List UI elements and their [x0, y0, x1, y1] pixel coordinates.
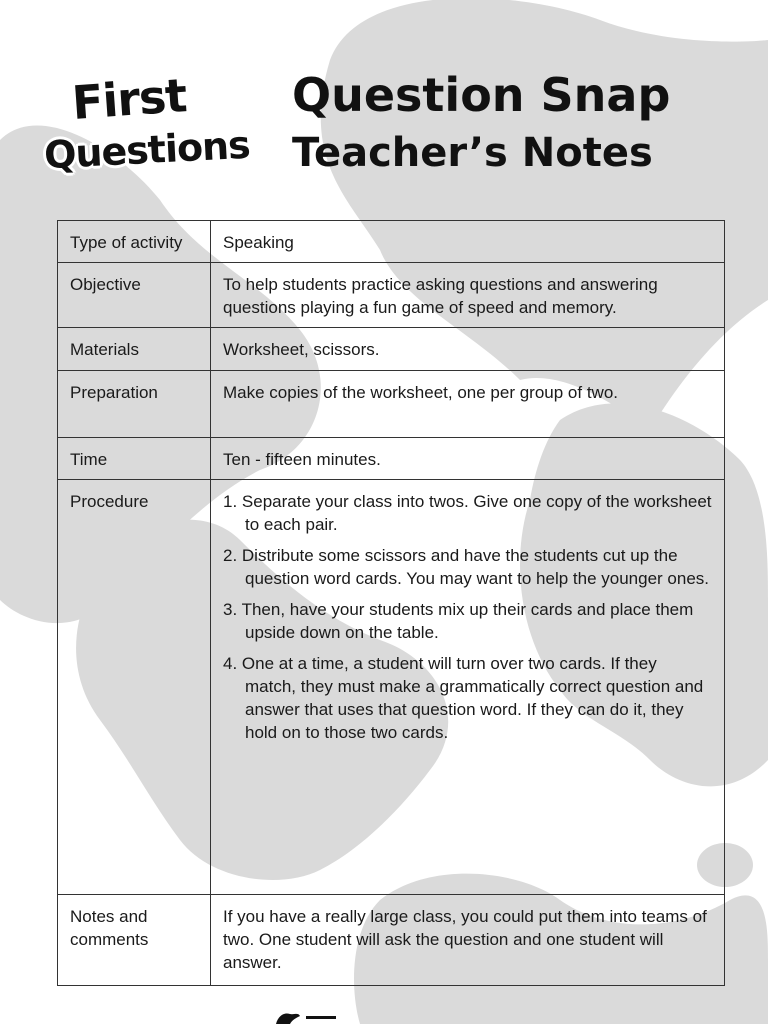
row-label-objective: Objective [58, 263, 211, 328]
row-label-time: Time [58, 438, 211, 480]
row-label-type: Type of activity [58, 221, 211, 263]
procedure-steps [223, 490, 712, 744]
table-row [58, 328, 725, 371]
table-row [58, 480, 725, 895]
row-label-materials: Materials [58, 328, 211, 371]
teacher-notes-table [57, 220, 725, 986]
row-value-materials: Worksheet, scissors. [211, 328, 725, 371]
table-row [58, 221, 725, 263]
logo-line-first: First [70, 68, 188, 130]
procedure-step-3: 3. Then, have your students mix up their cards and place them upside down on the table. [223, 600, 694, 642]
row-value-time: Ten - fifteen minutes. [211, 438, 725, 480]
logo-line-questions: Questions [42, 122, 251, 178]
first-questions-logo [42, 68, 269, 187]
table-row [58, 438, 725, 480]
publisher-logo-icon [272, 1010, 342, 1024]
row-value-procedure [211, 480, 725, 895]
row-value-type: Speaking [211, 221, 725, 263]
row-value-preparation: Make copies of the worksheet, one per group of two. [211, 371, 725, 438]
title-line-2: Teacher’s Notes [292, 130, 653, 176]
page-title [292, 68, 670, 184]
table-row [58, 895, 725, 986]
row-label-procedure: Procedure [58, 480, 211, 895]
row-label-notes: Notes and comments [58, 895, 211, 986]
row-label-preparation: Preparation [58, 371, 211, 438]
row-value-notes: If you have a really large class, you could put them into teams of two. One student will ask the question and one student will answer. [211, 895, 725, 986]
title-line-1: Question Snap [292, 68, 671, 122]
procedure-step-1: 1. Separate your class into twos. Give one copy of the worksheet to each pair. [223, 492, 712, 534]
table-row [58, 371, 725, 438]
procedure-step-4: 4. One at a time, a student will turn over two cards. If they match, they must make a grammatically correct question and answer that uses that question word. If they can do it, they hold on to those two cards. [223, 654, 704, 742]
table-row [58, 263, 725, 328]
row-value-objective: To help students practice asking questions and answering questions playing a fun game of speed and memory. [211, 263, 725, 328]
procedure-step-2: 2. Distribute some scissors and have the students cut up the question word cards. You may want to help the younger ones. [223, 546, 710, 588]
